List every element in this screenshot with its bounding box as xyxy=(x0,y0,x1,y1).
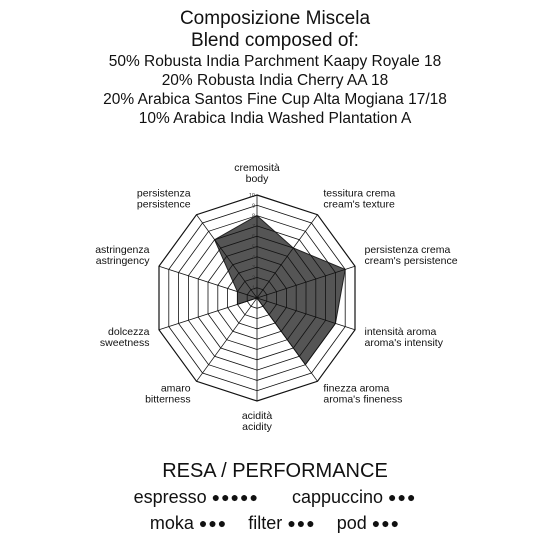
blend-title: Composizione Miscela xyxy=(179,8,371,29)
tick-label: 8 xyxy=(251,213,255,220)
performance-section xyxy=(0,458,550,536)
performance-item-filter xyxy=(248,510,315,536)
axis-label-en: cream's texture xyxy=(323,198,395,211)
performance-rating-dots: ●●● xyxy=(371,515,401,531)
axis-label-en: acidity xyxy=(242,421,272,433)
performance-item-moka xyxy=(150,510,227,536)
axis-label-en: cream's persistence xyxy=(364,255,458,268)
performance-rating-dots: ●●● xyxy=(198,515,228,531)
radar-chart xyxy=(0,160,550,445)
performance-name: filter xyxy=(248,513,283,533)
axis-label-it: amaro xyxy=(160,382,191,395)
axis-label-en: astringency xyxy=(95,255,150,268)
axis-label-it: intensità aroma xyxy=(364,325,437,338)
axis-label-it: tessitura crema xyxy=(323,187,396,200)
performance-name: pod xyxy=(336,513,367,533)
blend-component: 20% Robusta India Cherry AA 18 xyxy=(161,72,389,89)
performance-item-pod xyxy=(337,510,400,536)
performance-name: moka xyxy=(149,513,194,533)
tick-label: 1 xyxy=(251,285,255,292)
performance-rating-dots: ●●● xyxy=(287,515,316,531)
blend-subtitle: Blend composed of: xyxy=(191,30,359,51)
tick-label: 9 xyxy=(251,203,255,210)
tick-label: 3 xyxy=(251,265,255,272)
tick-label: 2 xyxy=(251,275,255,282)
performance-name: espresso xyxy=(133,487,207,507)
axis-label-it: astringenza xyxy=(95,244,150,257)
tick-label: 7 xyxy=(251,223,255,230)
performance-rating-dots: ●●●●● xyxy=(211,489,259,505)
tick-label: 5 xyxy=(251,244,255,251)
tick-label: 6 xyxy=(251,234,255,241)
tick-label: 10 xyxy=(248,193,255,199)
axis-label-en: aroma's intensity xyxy=(364,336,443,349)
performance-name: cappuccino xyxy=(291,487,384,507)
performance-rating-dots: ●●● xyxy=(388,489,417,505)
tick-label: 4 xyxy=(251,254,255,261)
performance-row xyxy=(0,484,550,510)
performance-row xyxy=(0,510,550,536)
performance-title: RESA / PERFORMANCE xyxy=(162,460,388,482)
blend-header xyxy=(0,8,550,128)
axis-label-it: persistenza xyxy=(136,187,191,200)
blend-component: 10% Arabica India Washed Plantation A xyxy=(138,110,412,127)
axis-label-en: sweetness xyxy=(99,336,150,349)
axis-label-en: body xyxy=(245,173,269,185)
axis-label-it: dolcezza xyxy=(108,325,150,338)
blend-component: 50% Robusta India Parchment Kaapy Royale 18 xyxy=(108,53,442,70)
axis-label-it: finezza aroma xyxy=(323,382,390,395)
axis-label-en: bitterness xyxy=(145,393,191,406)
blend-component: 20% Arabica Santos Fine Cup Alta Mogiana 17/18 xyxy=(103,91,447,108)
performance-item-cappuccino xyxy=(292,484,416,510)
axis-label-it: cremosità xyxy=(234,162,280,174)
axis-label-it: acidità xyxy=(241,410,273,422)
axis-label-en: aroma's fineness xyxy=(323,393,403,406)
axis-label-it: persistenza crema xyxy=(364,244,451,257)
performance-item-espresso xyxy=(134,484,259,510)
axis-label-en: persistence xyxy=(136,198,191,211)
axis-spoke xyxy=(197,298,258,381)
